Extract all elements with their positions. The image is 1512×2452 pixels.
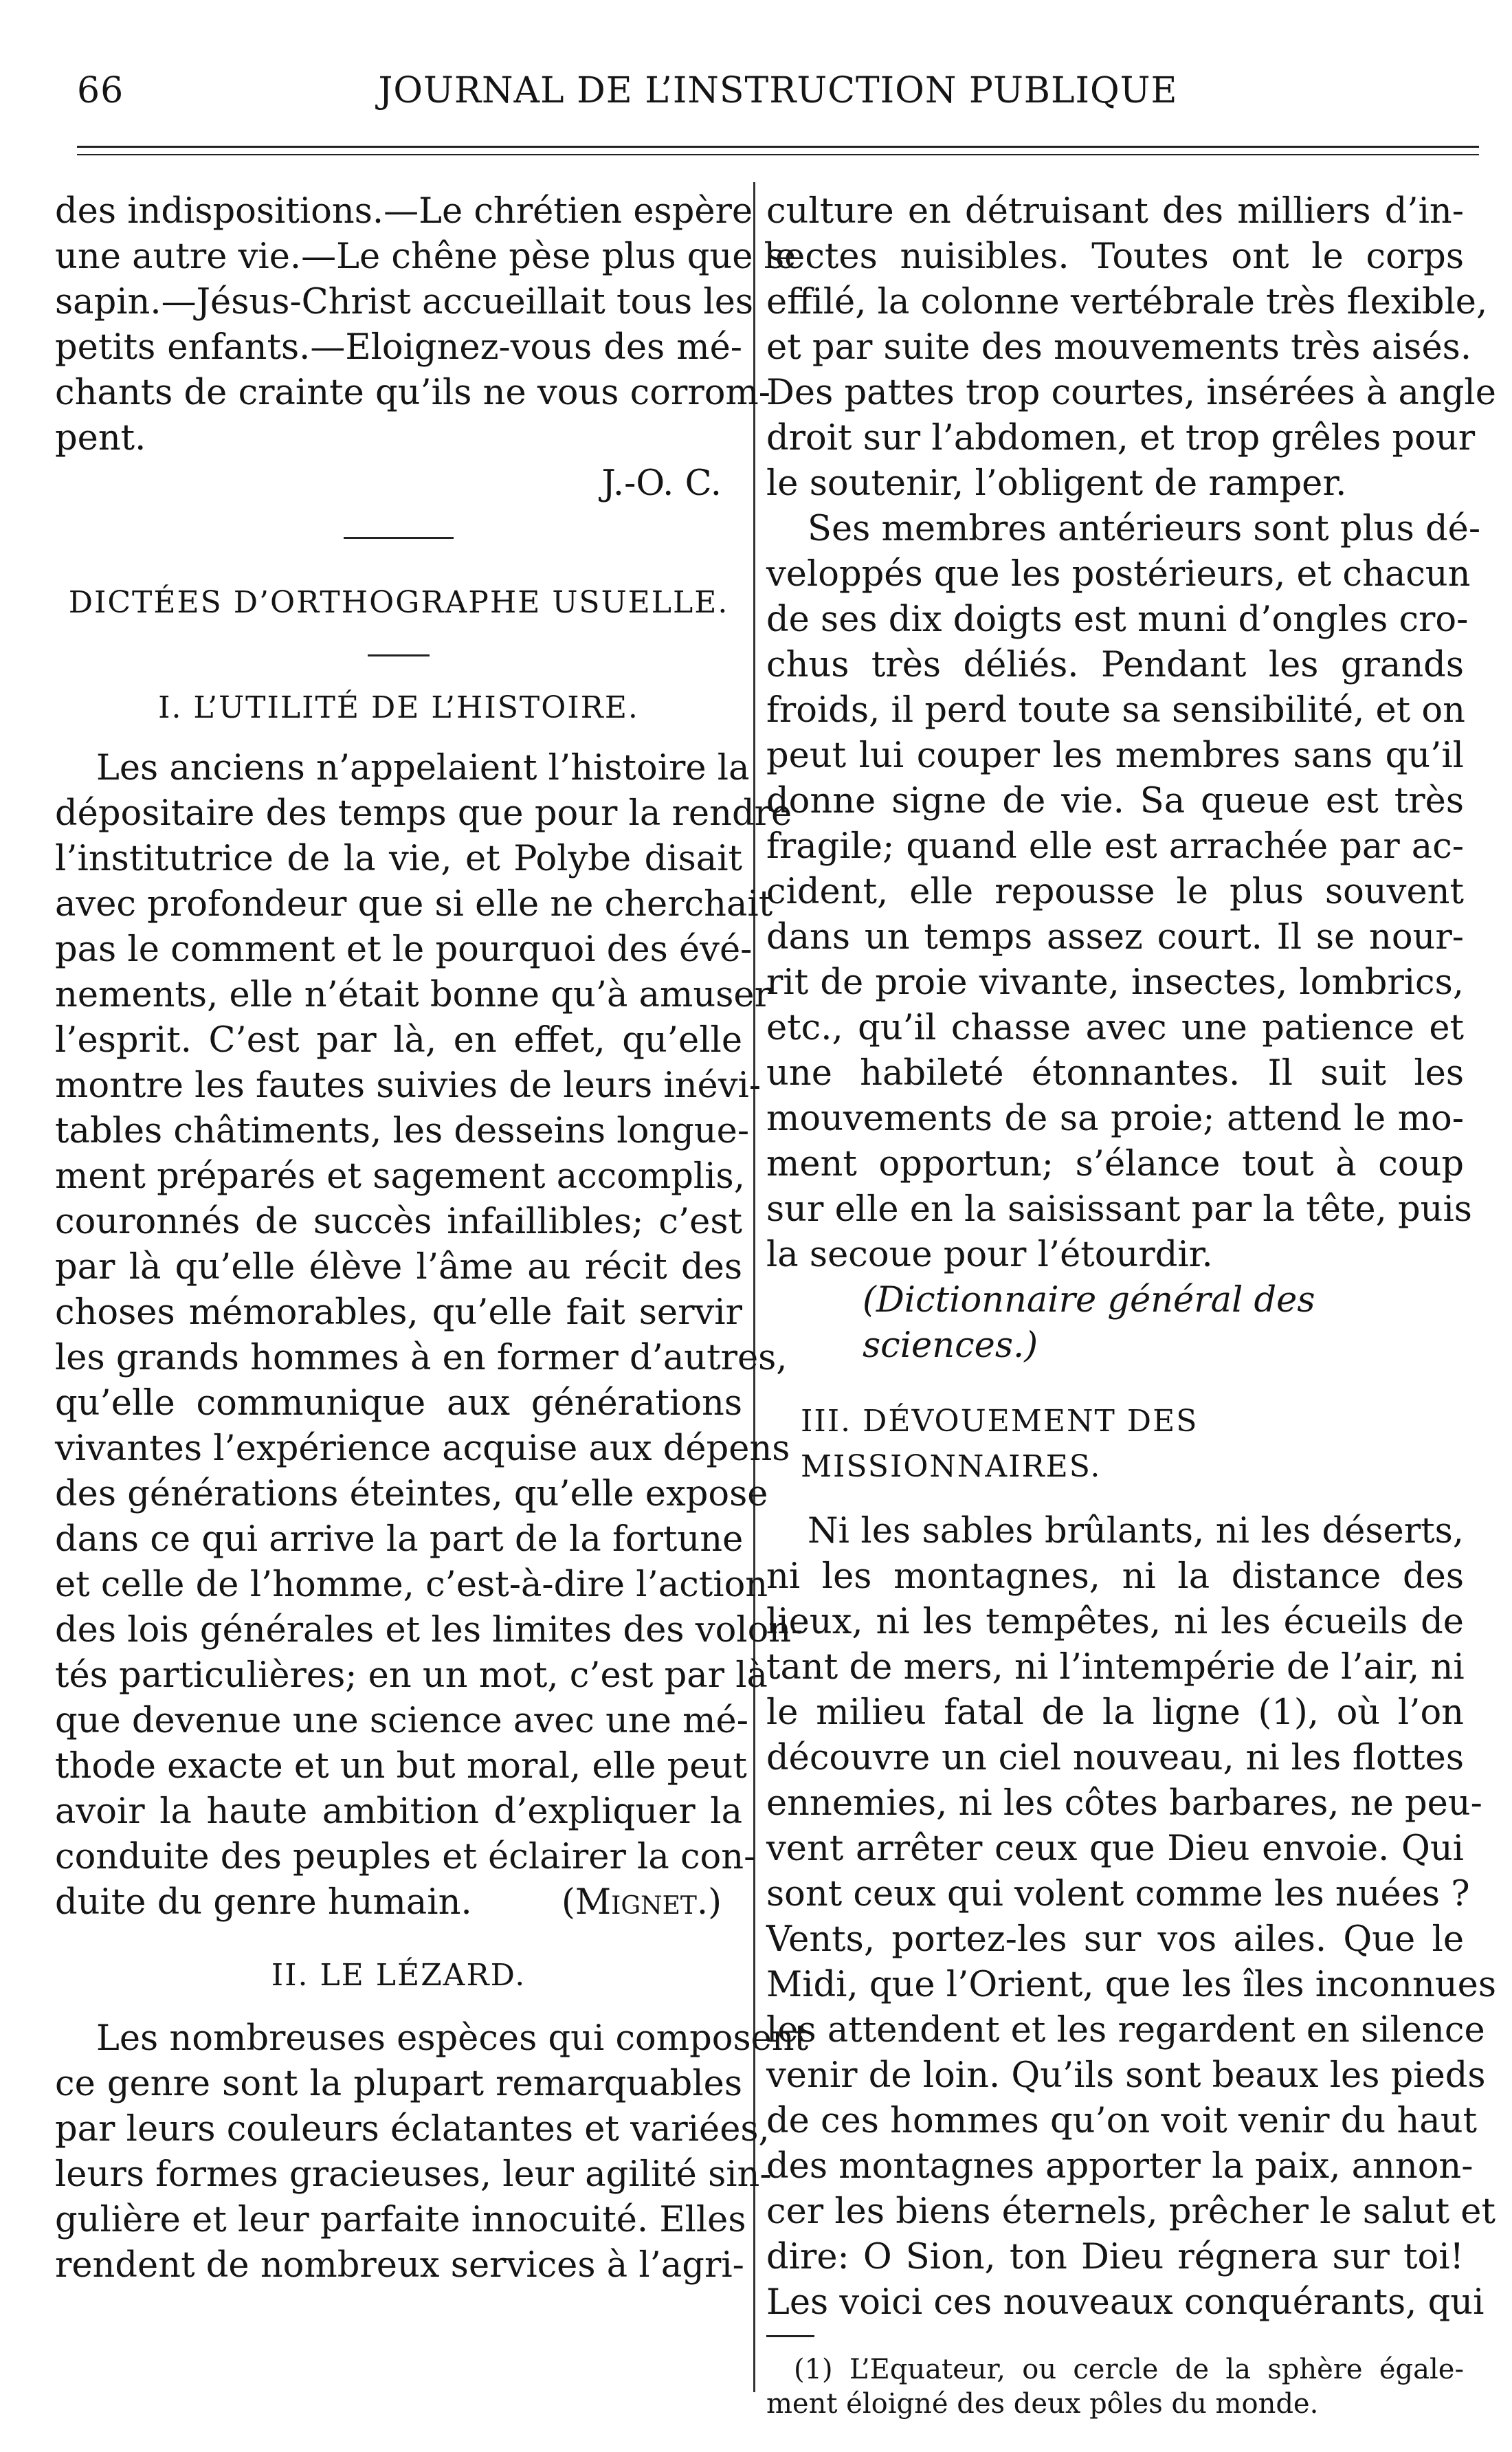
- text-line: venir de loin. Qu’ils sont beaux les pieds: [766, 2055, 1486, 2096]
- text-line: pas le comment et le pourquoi des évé-: [55, 929, 753, 970]
- text-line: Les nombreuses espèces qui composent: [96, 2018, 809, 2059]
- right-column: [766, 189, 1497, 2421]
- separator-rule: [368, 654, 430, 656]
- running-title: JOURNAL DE L’INSTRUCTION PUBLIQUE: [378, 70, 1178, 111]
- final-line-with-attribution: [55, 1880, 742, 1925]
- text-line: des montagnes apporter la paix, annon-: [766, 2146, 1474, 2187]
- text-line: par là qu’elle élève l’âme au récit des: [55, 1247, 742, 1288]
- text-line: chants de crainte qu’ils ne vous corrom-: [55, 373, 770, 413]
- text-line: dépositaire des temps que pour la rendre: [55, 793, 792, 834]
- text-line: pent.: [55, 418, 146, 459]
- text-line: sectes nuisibles. Toutes ont le corps: [766, 236, 1464, 277]
- part1-title: I. L’UTILITÉ DE L’HISTOIRE.: [158, 690, 639, 725]
- text-line: lieux, ni les tempêtes, ni les écueils de: [766, 1602, 1464, 1642]
- text-line: vent arrêter ceux que Dieu envoie. Qui: [766, 1829, 1464, 1869]
- text-line: découvre un ciel nouveau, ni les flottes: [766, 1738, 1464, 1778]
- separator-rule: [344, 537, 454, 539]
- text-line: veloppés que les postérieurs, et chacun: [766, 554, 1471, 595]
- text-line: les grands hommes à en former d’autres,: [55, 1338, 788, 1378]
- left-column: [55, 189, 809, 2288]
- text-line: ment préparés et sagement accomplis,: [55, 1156, 745, 1197]
- text-line: le milieu fatal de la ligne (1), où l’on: [766, 1692, 1464, 1733]
- section-heading: DICTÉES D’ORTHOGRAPHE USUELLE.: [68, 585, 729, 620]
- text-line: rendent de nombreux services à l’agri-: [55, 2245, 744, 2286]
- text-line: une habileté étonnantes. Il suit les: [766, 1053, 1464, 1094]
- text-line: dire: O Sion, ton Dieu régnera sur toi!: [766, 2237, 1464, 2277]
- text-line: froids, il perd toute sa sensibilité, et on: [766, 690, 1465, 731]
- text-line: vivantes l’expérience acquise aux dépens: [55, 1428, 790, 1469]
- text-line: ennemies, ni les côtes barbares, ne peu-: [766, 1783, 1482, 1824]
- footnote-line: ment éloigné des deux pôles du monde.: [766, 2388, 1319, 2420]
- footnote: [766, 2352, 1464, 2421]
- footnote-rule: [766, 2335, 814, 2337]
- text-line: avoir la haute ambition d’expliquer la: [55, 1791, 742, 1832]
- text-line: ni les montagnes, ni la distance des: [766, 1556, 1464, 1597]
- text-line: l’institutrice de la vie, et Polybe disait: [55, 839, 742, 879]
- text-line: ment opportun; s’élance tout à coup: [766, 1144, 1464, 1184]
- text-line: des générations éteintes, qu’elle expose: [55, 1474, 768, 1514]
- part2-title: II. LE LÉZARD.: [271, 1958, 526, 1993]
- text-line: etc., qu’il chasse avec une patience et: [766, 1008, 1464, 1048]
- text-line: ce genre sont la plupart remarquables: [55, 2064, 742, 2104]
- text-line: cident, elle repousse le plus souvent: [766, 872, 1464, 912]
- text-line: des lois générales et les limites des volon-: [55, 1610, 803, 1650]
- source-citation: (Dictionnaire général des sciences.): [863, 1280, 1315, 1366]
- text-line: sur elle en la saisissant par la tête, puis: [766, 1189, 1472, 1230]
- text-line: tables châtiments, les desseins longue-: [55, 1111, 750, 1151]
- text-line: gulière et leur parfaite innocuité. Elles: [55, 2200, 746, 2240]
- footnote-line: (1) L’Equateur, ou cercle de la sphère égale-: [794, 2354, 1464, 2385]
- text-line: de ces hommes qu’on voit venir du haut: [766, 2101, 1478, 2141]
- text-line: sont ceux qui volent comme les nuées ?: [766, 1874, 1470, 1914]
- text-line: chus très déliés. Pendant les grands: [766, 645, 1464, 685]
- text-line: l’esprit. C’est par là, en effet, qu’elle: [55, 1020, 742, 1061]
- text-line: Ses membres antérieurs sont plus dé-: [808, 509, 1481, 549]
- text-line: par leurs couleurs éclatantes et variées,: [55, 2109, 770, 2150]
- part3-paragraph: [766, 1509, 1497, 2326]
- text-line: des indispositions.—Le chrétien espère: [55, 191, 753, 232]
- text-line: Vents, portez-les sur vos ailes. Que le: [766, 1919, 1464, 1960]
- text-line: rit de proie vivante, insectes, lombrics,: [766, 962, 1464, 1003]
- text-line: couronnés de succès infaillibles; c’est: [55, 1202, 742, 1242]
- carry-over-paragraph: [55, 189, 797, 461]
- text-line: tés particulières; en un mot, c’est par là: [55, 1655, 768, 1696]
- text-line: petits enfants.—Eloignez-vous des mé-: [55, 327, 742, 368]
- attribution: (Mignet.): [562, 1882, 722, 1923]
- text-line: dans un temps assez court. Il se nour-: [766, 917, 1464, 958]
- text-line: choses mémorables, qu’elle fait servir: [55, 1292, 742, 1333]
- text-line: Ni les sables brûlants, ni les déserts,: [808, 1511, 1464, 1551]
- part1-paragraph: [55, 746, 803, 1925]
- text-line: qu’elle communique aux générations: [55, 1383, 742, 1424]
- text-line: la secoue pour l’étourdir.: [766, 1235, 1213, 1275]
- text-line: avec profondeur que si elle ne cherchait: [55, 884, 773, 925]
- text-line: nements, elle n’était bonne qu’à amuser: [55, 975, 771, 1015]
- text-line: Midi, que l’Orient, que les îles inconnues: [766, 1965, 1497, 2005]
- text-line: leurs formes gracieuses, leur agilité sin-: [55, 2154, 772, 2195]
- text-line: sapin.—Jésus-Christ accueillait tous les: [55, 282, 754, 322]
- text-line: de ses dix doigts est muni d’ongles cro-: [766, 599, 1469, 640]
- text-line: thode exacte et un but moral, elle peut: [55, 1746, 747, 1787]
- text-line: que devenue une science avec une mé-: [55, 1701, 748, 1741]
- part2-paragraph: [55, 2016, 809, 2288]
- text-line: Les anciens n’appelaient l’histoire la: [96, 748, 750, 788]
- header-rule-bottom: [77, 154, 1479, 155]
- text-line: tant de mers, ni l’intempérie de l’air, ni: [766, 1647, 1465, 1688]
- text-line: montre les fautes suivies de leurs inévi-: [55, 1065, 761, 1106]
- text-line: Des pattes trop courtes, insérées à angle: [766, 373, 1496, 413]
- text-line: dans ce qui arrive la part de la fortune: [55, 1519, 744, 1560]
- header-rule-top: [77, 146, 1479, 148]
- text-line: mouvements de sa proie; attend le mo-: [766, 1098, 1464, 1139]
- text-line: et celle de l’homme, c’est-à-dire l’action: [55, 1565, 768, 1605]
- part2-continued: [766, 189, 1496, 1278]
- signature: J.-O. C.: [601, 463, 722, 504]
- text-line: Les voici ces nouveaux conquérants, qui: [766, 2282, 1485, 2323]
- text-line: et par suite des mouvements très aisés.: [766, 327, 1472, 368]
- text-line: le soutenir, l’obligent de ramper.: [766, 463, 1347, 504]
- text-line: culture en détruisant des milliers d’in-: [766, 191, 1464, 232]
- text-line: peut lui couper les membres sans qu’il: [766, 736, 1464, 776]
- text-line: les attendent et les regardent en silence: [766, 2010, 1485, 2051]
- text-line: droit sur l’abdomen, et trop grêles pour: [766, 418, 1476, 459]
- running-head: [77, 70, 1479, 111]
- text-line: une autre vie.—Le chêne pèse plus que le: [55, 236, 797, 277]
- text-line: fragile; quand elle est arrachée par ac-: [766, 826, 1464, 867]
- page-number: 66: [77, 70, 124, 111]
- part3-title: III. DÉVOUEMENT DES MISSIONNAIRES.: [801, 1404, 1199, 1484]
- text-line: effilé, la colonne vertébrale très flexible,: [766, 282, 1488, 322]
- text-line: cer les biens éternels, prêcher le salut et: [766, 2191, 1496, 2232]
- text-line: conduite des peuples et éclairer la con-: [55, 1837, 756, 1877]
- text-line: donne signe de vie. Sa queue est très: [766, 781, 1464, 821]
- text-line: duite du genre humain.: [55, 1882, 472, 1923]
